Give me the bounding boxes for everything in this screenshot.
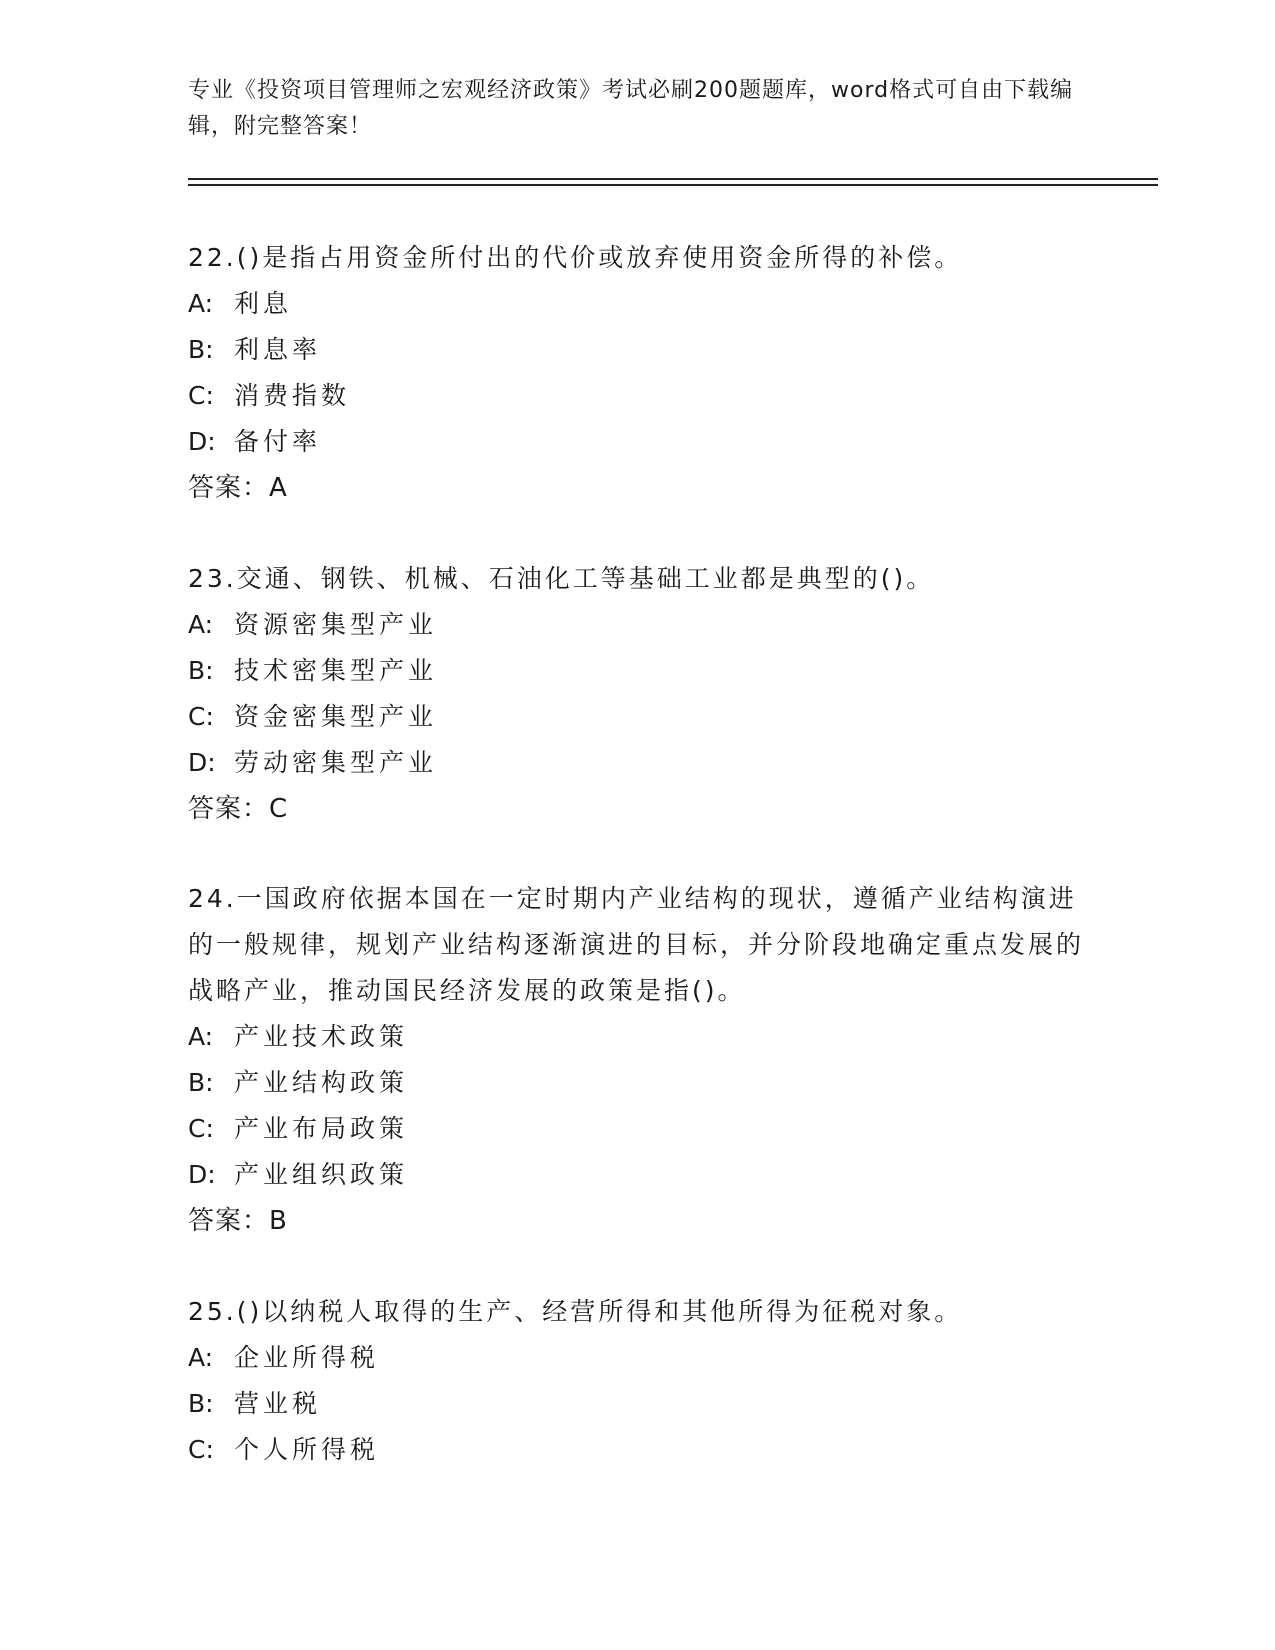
option-c [188, 1106, 1088, 1152]
option-letter: B: [188, 1068, 214, 1097]
option-letter: D: [188, 1160, 216, 1189]
option-text: 利息 [234, 289, 293, 318]
question-22 [188, 235, 1088, 511]
option-letter: A: [188, 289, 214, 318]
option-d [188, 740, 1088, 786]
option-c [188, 1427, 1088, 1473]
question-25 [188, 1289, 1088, 1473]
option-letter: B: [188, 656, 214, 685]
header-divider-bottom [188, 184, 1158, 186]
option-letter: B: [188, 1389, 214, 1418]
option-text: 技术密集型产业 [234, 656, 438, 685]
document-header: 专业《投资项目管理师之宏观经济政策》考试必刷200题题库，word格式可自由下载编辑，附完整答案！ [188, 78, 1074, 139]
option-text: 产业结构政策 [234, 1068, 409, 1097]
option-c [188, 373, 1088, 419]
option-b [188, 648, 1088, 694]
question-stem: 23.交通、钢铁、机械、石油化工等基础工业都是典型的()。 [188, 564, 935, 593]
option-b [188, 1060, 1088, 1106]
option-letter: C: [188, 1114, 214, 1143]
option-letter: C: [188, 381, 214, 410]
option-letter: B: [188, 335, 214, 364]
option-text: 备付率 [234, 427, 322, 456]
option-letter: A: [188, 1022, 214, 1051]
option-text: 个人所得税 [234, 1435, 380, 1464]
option-c [188, 694, 1088, 740]
answer: 答案：C [188, 794, 289, 824]
answer: 答案：B [188, 1206, 288, 1236]
option-letter: D: [188, 427, 216, 456]
option-text: 消费指数 [234, 381, 351, 410]
option-a [188, 602, 1088, 648]
option-text: 资金密集型产业 [234, 702, 438, 731]
option-a [188, 1335, 1088, 1381]
question-24 [188, 876, 1088, 1244]
option-d [188, 1152, 1088, 1198]
answer: 答案：A [188, 473, 288, 503]
question-stem: 22.()是指占用资金所付出的代价或放弃使用资金所得的补偿。 [188, 243, 963, 272]
option-text: 产业布局政策 [234, 1114, 409, 1143]
option-text: 产业组织政策 [234, 1160, 409, 1189]
option-a [188, 1014, 1088, 1060]
option-letter: D: [188, 748, 216, 777]
option-text: 营业税 [234, 1389, 322, 1418]
option-b [188, 327, 1088, 373]
option-letter: A: [188, 1343, 214, 1372]
option-b [188, 1381, 1088, 1427]
option-letter: C: [188, 702, 214, 731]
option-text: 资源密集型产业 [234, 610, 438, 639]
question-stem: 24.一国政府依据本国在一定时期内产业结构的现状，遵循产业结构演进的一般规律，规划产业结构逐渐演进的目标，并分阶段地确定重点发展的战略产业，推动国民经济发展的政策是指()。 [188, 884, 1085, 1005]
question-stem: 25.()以纳税人取得的生产、经营所得和其他所得为征税对象。 [188, 1297, 963, 1326]
option-text: 利息率 [234, 335, 322, 364]
option-d [188, 419, 1088, 465]
header-divider-top [188, 178, 1158, 180]
option-letter: C: [188, 1435, 214, 1464]
question-23 [188, 556, 1088, 832]
option-text: 企业所得税 [234, 1343, 380, 1372]
option-letter: A: [188, 610, 214, 639]
option-text: 劳动密集型产业 [234, 748, 438, 777]
option-text: 产业技术政策 [234, 1022, 409, 1051]
option-a [188, 281, 1088, 327]
